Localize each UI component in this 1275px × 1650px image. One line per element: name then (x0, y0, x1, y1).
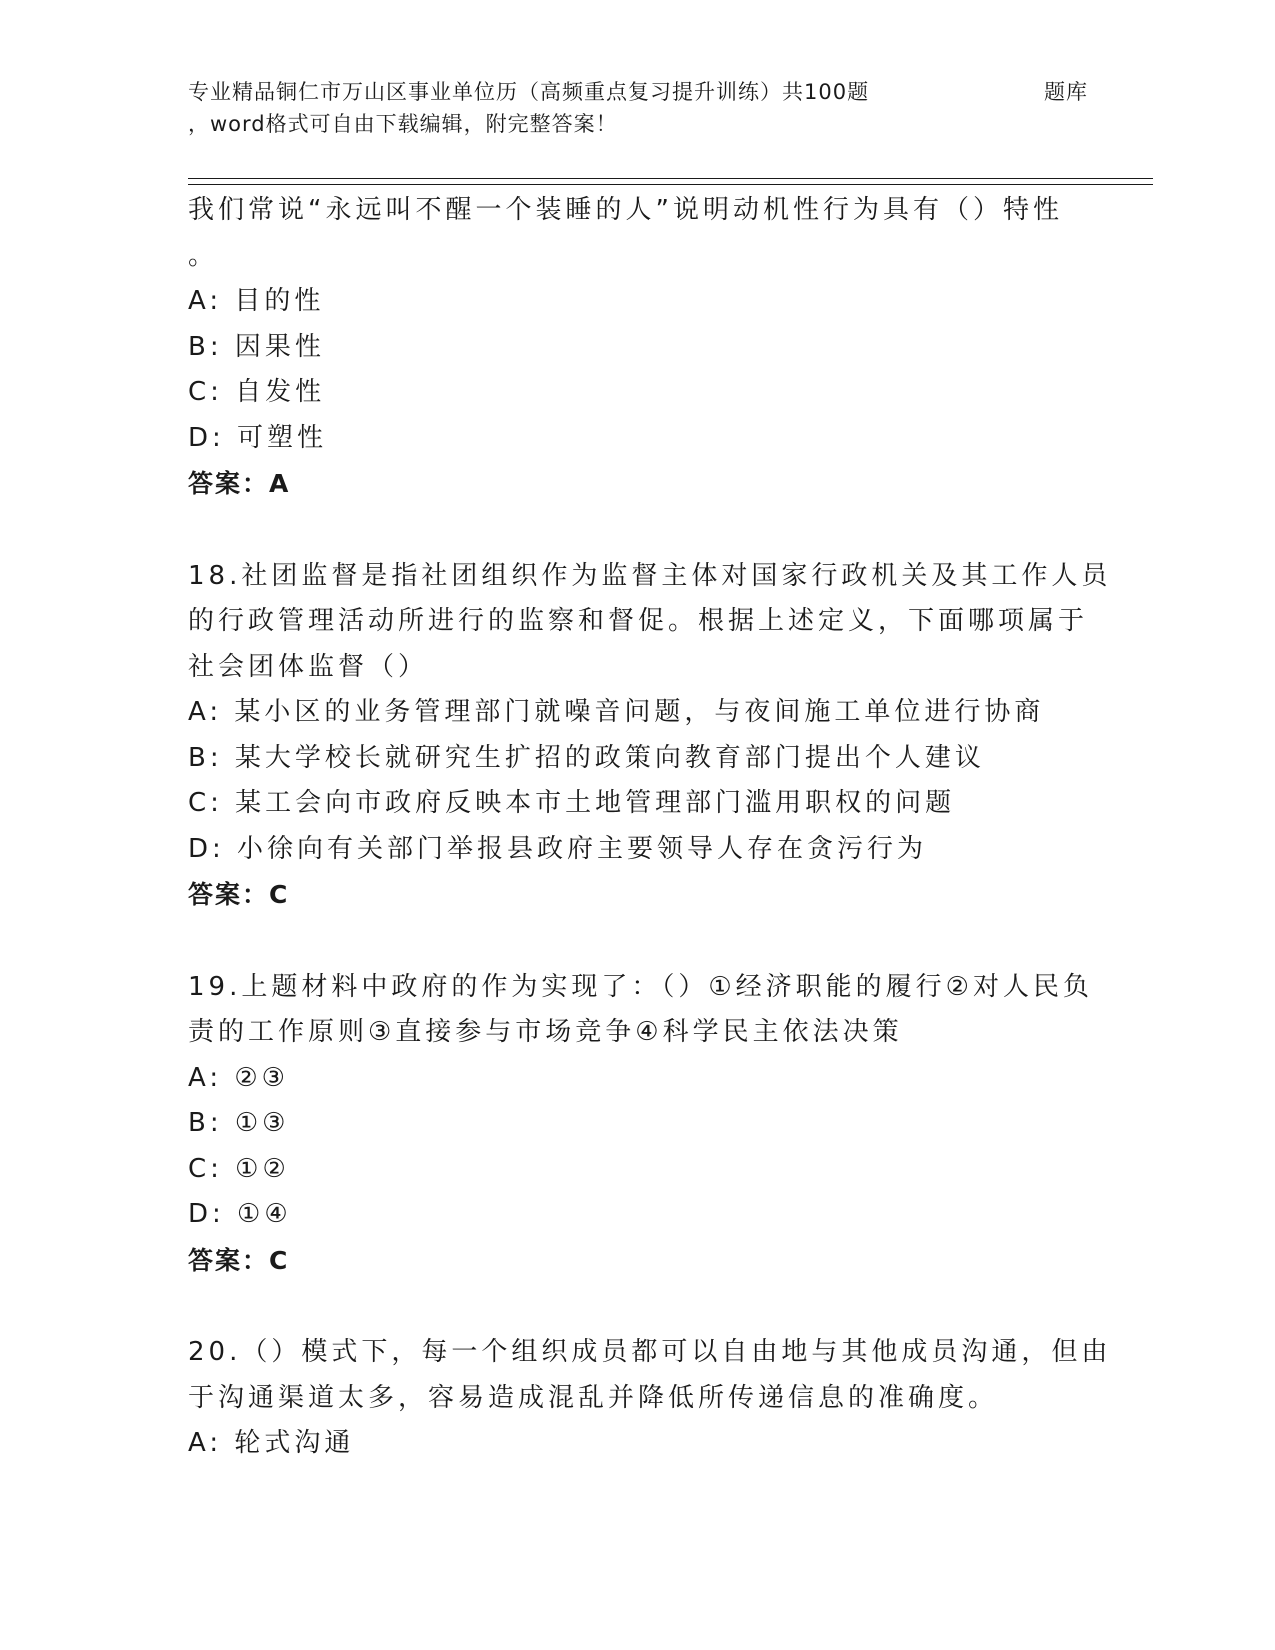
question-text-line: 20.（）模式下，每一个组织成员都可以自由地与其他成员沟通，但由 (188, 1337, 1112, 1367)
header-rule-top (188, 178, 1153, 179)
option-d: D: 可塑性 (188, 422, 328, 453)
option-d: D: ①④ (188, 1199, 292, 1229)
header-tag: 题库 (1044, 80, 1088, 104)
option-a: A: 某小区的业务管理部门就噪音问题，与夜间施工单位进行协商 (188, 697, 1045, 727)
option-b: B: 因果性 (188, 331, 325, 362)
option-b: B: 某大学校长就研究生扩招的政策向教育部门提出个人建议 (188, 742, 985, 773)
question-text-line: 于沟通渠道太多，容易造成混乱并降低所传递信息的准确度。 (188, 1382, 999, 1413)
question-text-line: 我们常说“永远叫不醒一个装睡的人”说明动机性行为具有（）特性 (188, 195, 1063, 225)
question-block (188, 188, 1088, 507)
option-a: A: 目的性 (188, 286, 325, 316)
question-spacer (188, 1283, 1088, 1330)
answer-line: 答案：C (188, 1245, 290, 1275)
question-text-line: 19.上题材料中政府的作为实现了：（）①经济职能的履行②对人民负 (188, 971, 1093, 1002)
question-spacer (188, 507, 1088, 554)
header-title: 专业精品铜仁市万山区事业单位历（高频重点复习提升训练）共100题 (188, 80, 870, 104)
question-block (188, 1330, 1112, 1467)
header-rule-bottom (188, 184, 1153, 185)
option-a: A: ②③ (188, 1062, 289, 1093)
question-text-line: 责的工作原则③直接参与市场竞争④科学民主依法决策 (188, 1017, 903, 1047)
answer-line: 答案：A (188, 469, 291, 498)
header-subtitle: ，word格式可自由下载编辑，附完整答案！ (188, 112, 618, 136)
question-text-line: 社会团体监督（） (188, 651, 429, 682)
option-d: D: 小徐向有关部门举报县政府主要领导人存在贪污行为 (188, 833, 928, 864)
answer-line: 答案：C (188, 880, 290, 909)
option-c: C: 某工会向市政府反映本市土地管理部门滥用职权的问题 (188, 788, 956, 818)
question-text-line: 。 (188, 240, 219, 271)
option-b: B: ①③ (188, 1108, 290, 1138)
question-block (188, 965, 1093, 1284)
question-spacer (188, 918, 1088, 965)
question-list (188, 188, 1112, 1467)
option-a: A: 轮式沟通 (188, 1428, 355, 1458)
question-block (188, 554, 1112, 918)
header-title-row (188, 76, 1088, 108)
option-c: C: ①② (188, 1153, 290, 1184)
page-header (188, 76, 1088, 140)
question-text-line: 的行政管理活动所进行的监察和督促。根据上述定义，下面哪项属于 (188, 606, 1089, 636)
question-text-line: 18.社团监督是指社团组织作为监督主体对国家行政机关及其工作人员 (188, 560, 1112, 591)
option-c: C: 自发性 (188, 377, 326, 407)
